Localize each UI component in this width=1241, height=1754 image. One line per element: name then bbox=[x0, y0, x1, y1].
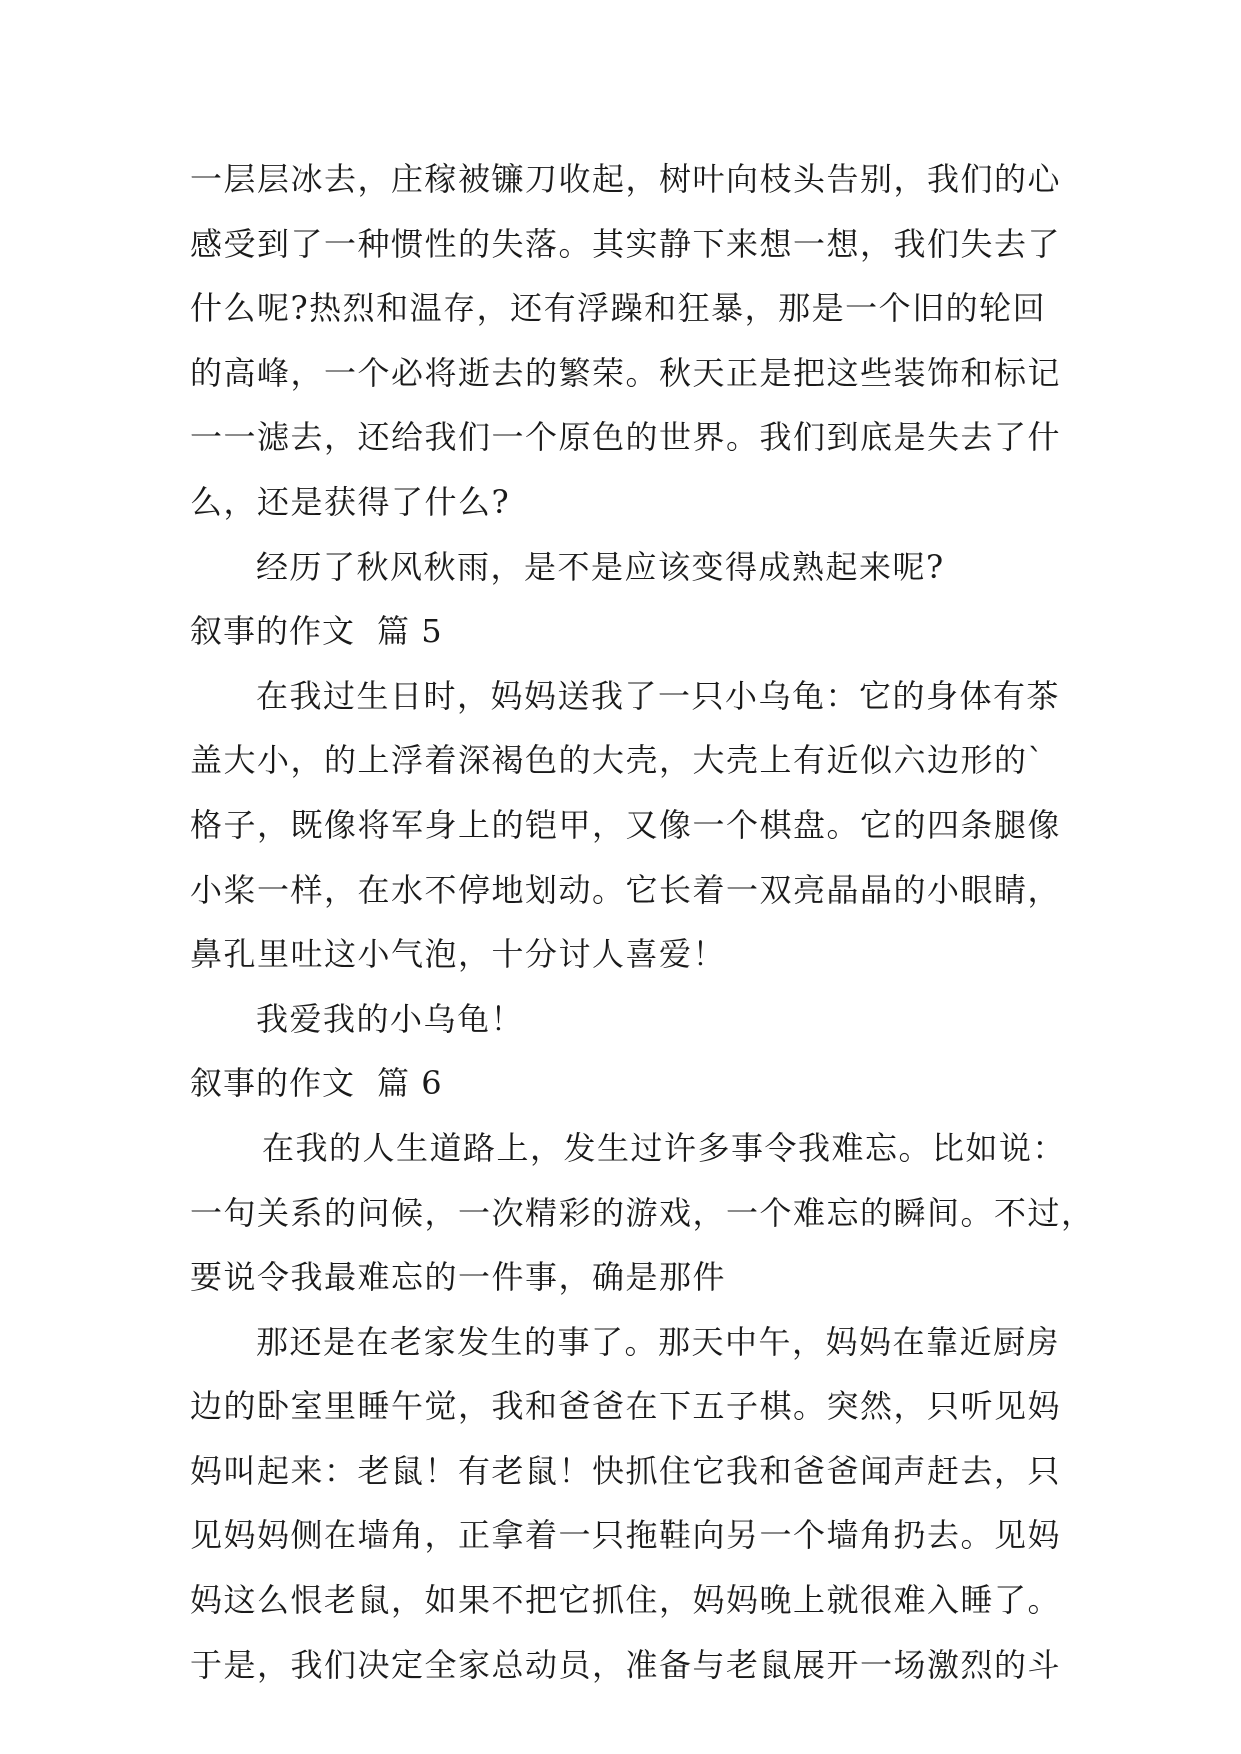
heading-number: 篇 6 bbox=[377, 1064, 443, 1103]
text-line: 要说令我最难忘的一件事，确是那件 bbox=[190, 1258, 727, 1297]
heading-title: 叙事的作文 bbox=[190, 1064, 356, 1103]
paragraph-autumn bbox=[190, 147, 1070, 535]
text-line: 盖大小，的上浮着深褐色的大壳，大壳上有近似六边形的` bbox=[190, 741, 1046, 780]
paragraph-turtle bbox=[190, 664, 1070, 987]
text-line: 么，还是获得了什么? bbox=[190, 482, 511, 521]
section-heading-5 bbox=[190, 599, 1070, 664]
text-line: 一句关系的问候，一次精彩的游戏，一个难忘的瞬间。不过， bbox=[190, 1193, 1095, 1232]
text-line: 经历了秋风秋雨，是不是应该变得成熟起来呢? bbox=[256, 547, 945, 586]
text-line: 一一滤去，还给我们一个原色的世界。我们到底是失去了什 bbox=[190, 418, 1062, 457]
text-line: 边的卧室里睡午觉，我和爸爸在下五子棋。突然，只听见妈 bbox=[190, 1387, 1062, 1426]
heading-title: 叙事的作文 bbox=[190, 612, 356, 651]
section-heading-6 bbox=[190, 1051, 1070, 1116]
paragraph-autumn-conclusion bbox=[190, 535, 1070, 600]
text-line: 小桨一样，在水不停地划动。它长着一双亮晶晶的小眼睛， bbox=[190, 870, 1062, 909]
text-line: 妈这么恨老鼠，如果不把它抓住，妈妈晚上就很难入睡了。 bbox=[190, 1581, 1062, 1620]
text-line: 我爱我的小乌龟！ bbox=[256, 999, 525, 1038]
text-line: 妈叫起来：老鼠！有老鼠！快抓住它我和爸爸闻声赶去，只 bbox=[190, 1451, 1062, 1490]
text-line: 那还是在老家发生的事了。那天中午，妈妈在靠近厨房 bbox=[256, 1322, 1061, 1361]
text-line: 在我过生日时，妈妈送我了一只小乌龟：它的身体有茶 bbox=[256, 676, 1061, 715]
text-line: 的高峰，一个必将逝去的繁荣。秋天正是把这些装饰和标记 bbox=[190, 353, 1062, 392]
document-body bbox=[190, 147, 1095, 1697]
paragraph-mouse-story bbox=[190, 1310, 1070, 1698]
text-line: 于是，我们决定全家总动员，准备与老鼠展开一场激烈的斗 bbox=[190, 1645, 1062, 1684]
text-line: 见妈妈侧在墙角，正拿着一只拖鞋向另一个墙角扔去。见妈 bbox=[190, 1516, 1062, 1555]
text-line: 一层层冰去，庄稼被镰刀收起，树叶向枝头告别，我们的心 bbox=[190, 160, 1062, 198]
text-line: 鼻孔里吐这小气泡，十分讨人喜爱！ bbox=[190, 935, 727, 974]
text-line: 格子，既像将军身上的铠甲，又像一个棋盘。它的四条腿像 bbox=[190, 805, 1062, 844]
text-line: 在我的人生道路上，发生过许多事令我难忘。比如说： bbox=[262, 1128, 1067, 1167]
heading-number: 篇 5 bbox=[377, 612, 443, 651]
paragraph-turtle-conclusion bbox=[190, 987, 1070, 1052]
text-line: 什么呢?热烈和温存，还有浮躁和狂暴，那是一个旧的轮回 bbox=[190, 289, 1047, 328]
paragraph-memorable-event bbox=[190, 1116, 1095, 1310]
text-line: 感受到了一种惯性的失落。其实静下来想一想，我们失去了 bbox=[190, 224, 1062, 263]
